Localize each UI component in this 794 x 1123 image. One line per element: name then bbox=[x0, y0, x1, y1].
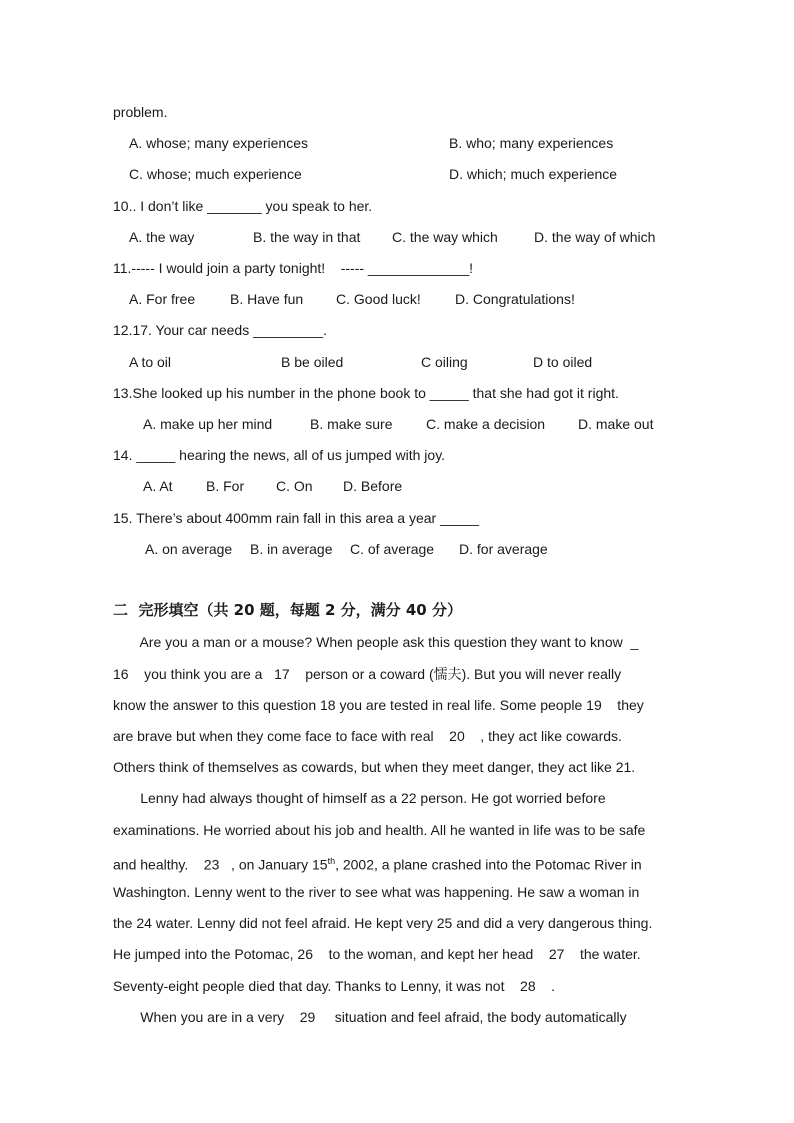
q9-option-b: B. who; many experiences bbox=[449, 135, 614, 151]
q10-option-c: C. the way which bbox=[392, 229, 498, 245]
q13-stem: 13.She looked up his number in the phone book to _____ that she had got it right. bbox=[113, 385, 619, 401]
q13-option-d: D. make out bbox=[578, 416, 654, 432]
q9-option-d: D. which; much experience bbox=[449, 166, 618, 182]
q9-stem-tail: problem. bbox=[113, 104, 168, 120]
passage-line: When you are in a very 29 situation and feel afraid, the body automatically bbox=[113, 1009, 627, 1025]
q15-option-c: C. of average bbox=[350, 541, 435, 557]
q11-option-b: B. Have fun bbox=[230, 291, 304, 307]
passage-line: 16 you think you are a 17 person or a coward (懦夫). But you will never really bbox=[113, 666, 622, 682]
passage-line: Seventy-eight people died that day. Thanks to Lenny, it was not 28 . bbox=[113, 978, 556, 994]
q13-option-b: B. make sure bbox=[310, 416, 393, 432]
q15-option-a: A. on average bbox=[145, 541, 233, 557]
passage-line: He jumped into the Potomac, 26 to the woman, and kept her head 27 the water. bbox=[113, 946, 641, 962]
passage-line: are brave but when they come face to face with real 20 , they act like cowards. bbox=[113, 728, 622, 744]
passage-line: Others think of themselves as cowards, but when they meet danger, they act like 21. bbox=[113, 759, 636, 775]
passage-line: examinations. He worried about his job and health. All he wanted in life was to be safe bbox=[113, 822, 646, 838]
passage-text: and healthy. 23 , on January 15 bbox=[113, 856, 328, 873]
q12-stem: 12.17. Your car needs _________. bbox=[113, 322, 328, 338]
q10-option-b: B. the way in that bbox=[253, 229, 361, 245]
q9-option-a: A. whose; many experiences bbox=[129, 135, 308, 151]
q9-option-c: C. whose; much experience bbox=[129, 166, 302, 182]
passage-text: , 2002, a plane crashed into the Potomac River in bbox=[335, 856, 642, 873]
q14-option-c: C. On bbox=[276, 478, 313, 494]
q11-option-a: A. For free bbox=[129, 291, 196, 307]
q14-stem: 14. _____ hearing the news, all of us jumped with joy. bbox=[113, 447, 446, 463]
q15-stem: 15. There’s about 400mm rain fall in this area a year _____ bbox=[113, 510, 480, 526]
q10-option-d: D. the way of which bbox=[534, 229, 656, 245]
q14-option-b: B. For bbox=[206, 478, 245, 494]
passage-line: know the answer to this question 18 you are tested in real life. Some people 19 they bbox=[113, 697, 644, 713]
passage-line: Washington. Lenny went to the river to see what was happening. He saw a woman in bbox=[113, 884, 640, 900]
q11-option-c: C. Good luck! bbox=[336, 291, 421, 307]
q14-option-a: A. At bbox=[143, 478, 173, 494]
q12-option-b: B be oiled bbox=[281, 354, 344, 370]
q14-option-d: D. Before bbox=[343, 478, 403, 494]
q15-option-b: B. in average bbox=[250, 541, 333, 557]
passage-line: Lenny had always thought of himself as a 22 person. He got worried before bbox=[113, 790, 606, 806]
superscript: th bbox=[327, 856, 336, 866]
q11-stem: 11.----- I would join a party tonight! ----- _____________! bbox=[113, 260, 474, 276]
section-heading: 二 完形填空（共 20 题，每题 2 分，满分 40 分） bbox=[113, 601, 462, 619]
q10-stem: 10.. I don’t like _______ you speak to her. bbox=[113, 198, 373, 214]
q13-option-c: C. make a decision bbox=[426, 416, 546, 432]
q11-option-d: D. Congratulations! bbox=[455, 291, 575, 307]
q12-option-a: A to oil bbox=[129, 354, 172, 370]
passage-line bbox=[113, 851, 642, 875]
passage-line: Are you a man or a mouse? When people ask this question they want to know _ bbox=[113, 634, 639, 650]
q13-option-a: A. make up her mind bbox=[143, 416, 273, 432]
q15-option-d: D. for average bbox=[459, 541, 548, 557]
q12-option-c: C oiling bbox=[421, 354, 468, 370]
q10-option-a: A. the way bbox=[129, 229, 195, 245]
passage-line: the 24 water. Lenny did not feel afraid. He kept very 25 and did a very dangerous thing. bbox=[113, 915, 653, 931]
q12-option-d: D to oiled bbox=[533, 354, 593, 370]
